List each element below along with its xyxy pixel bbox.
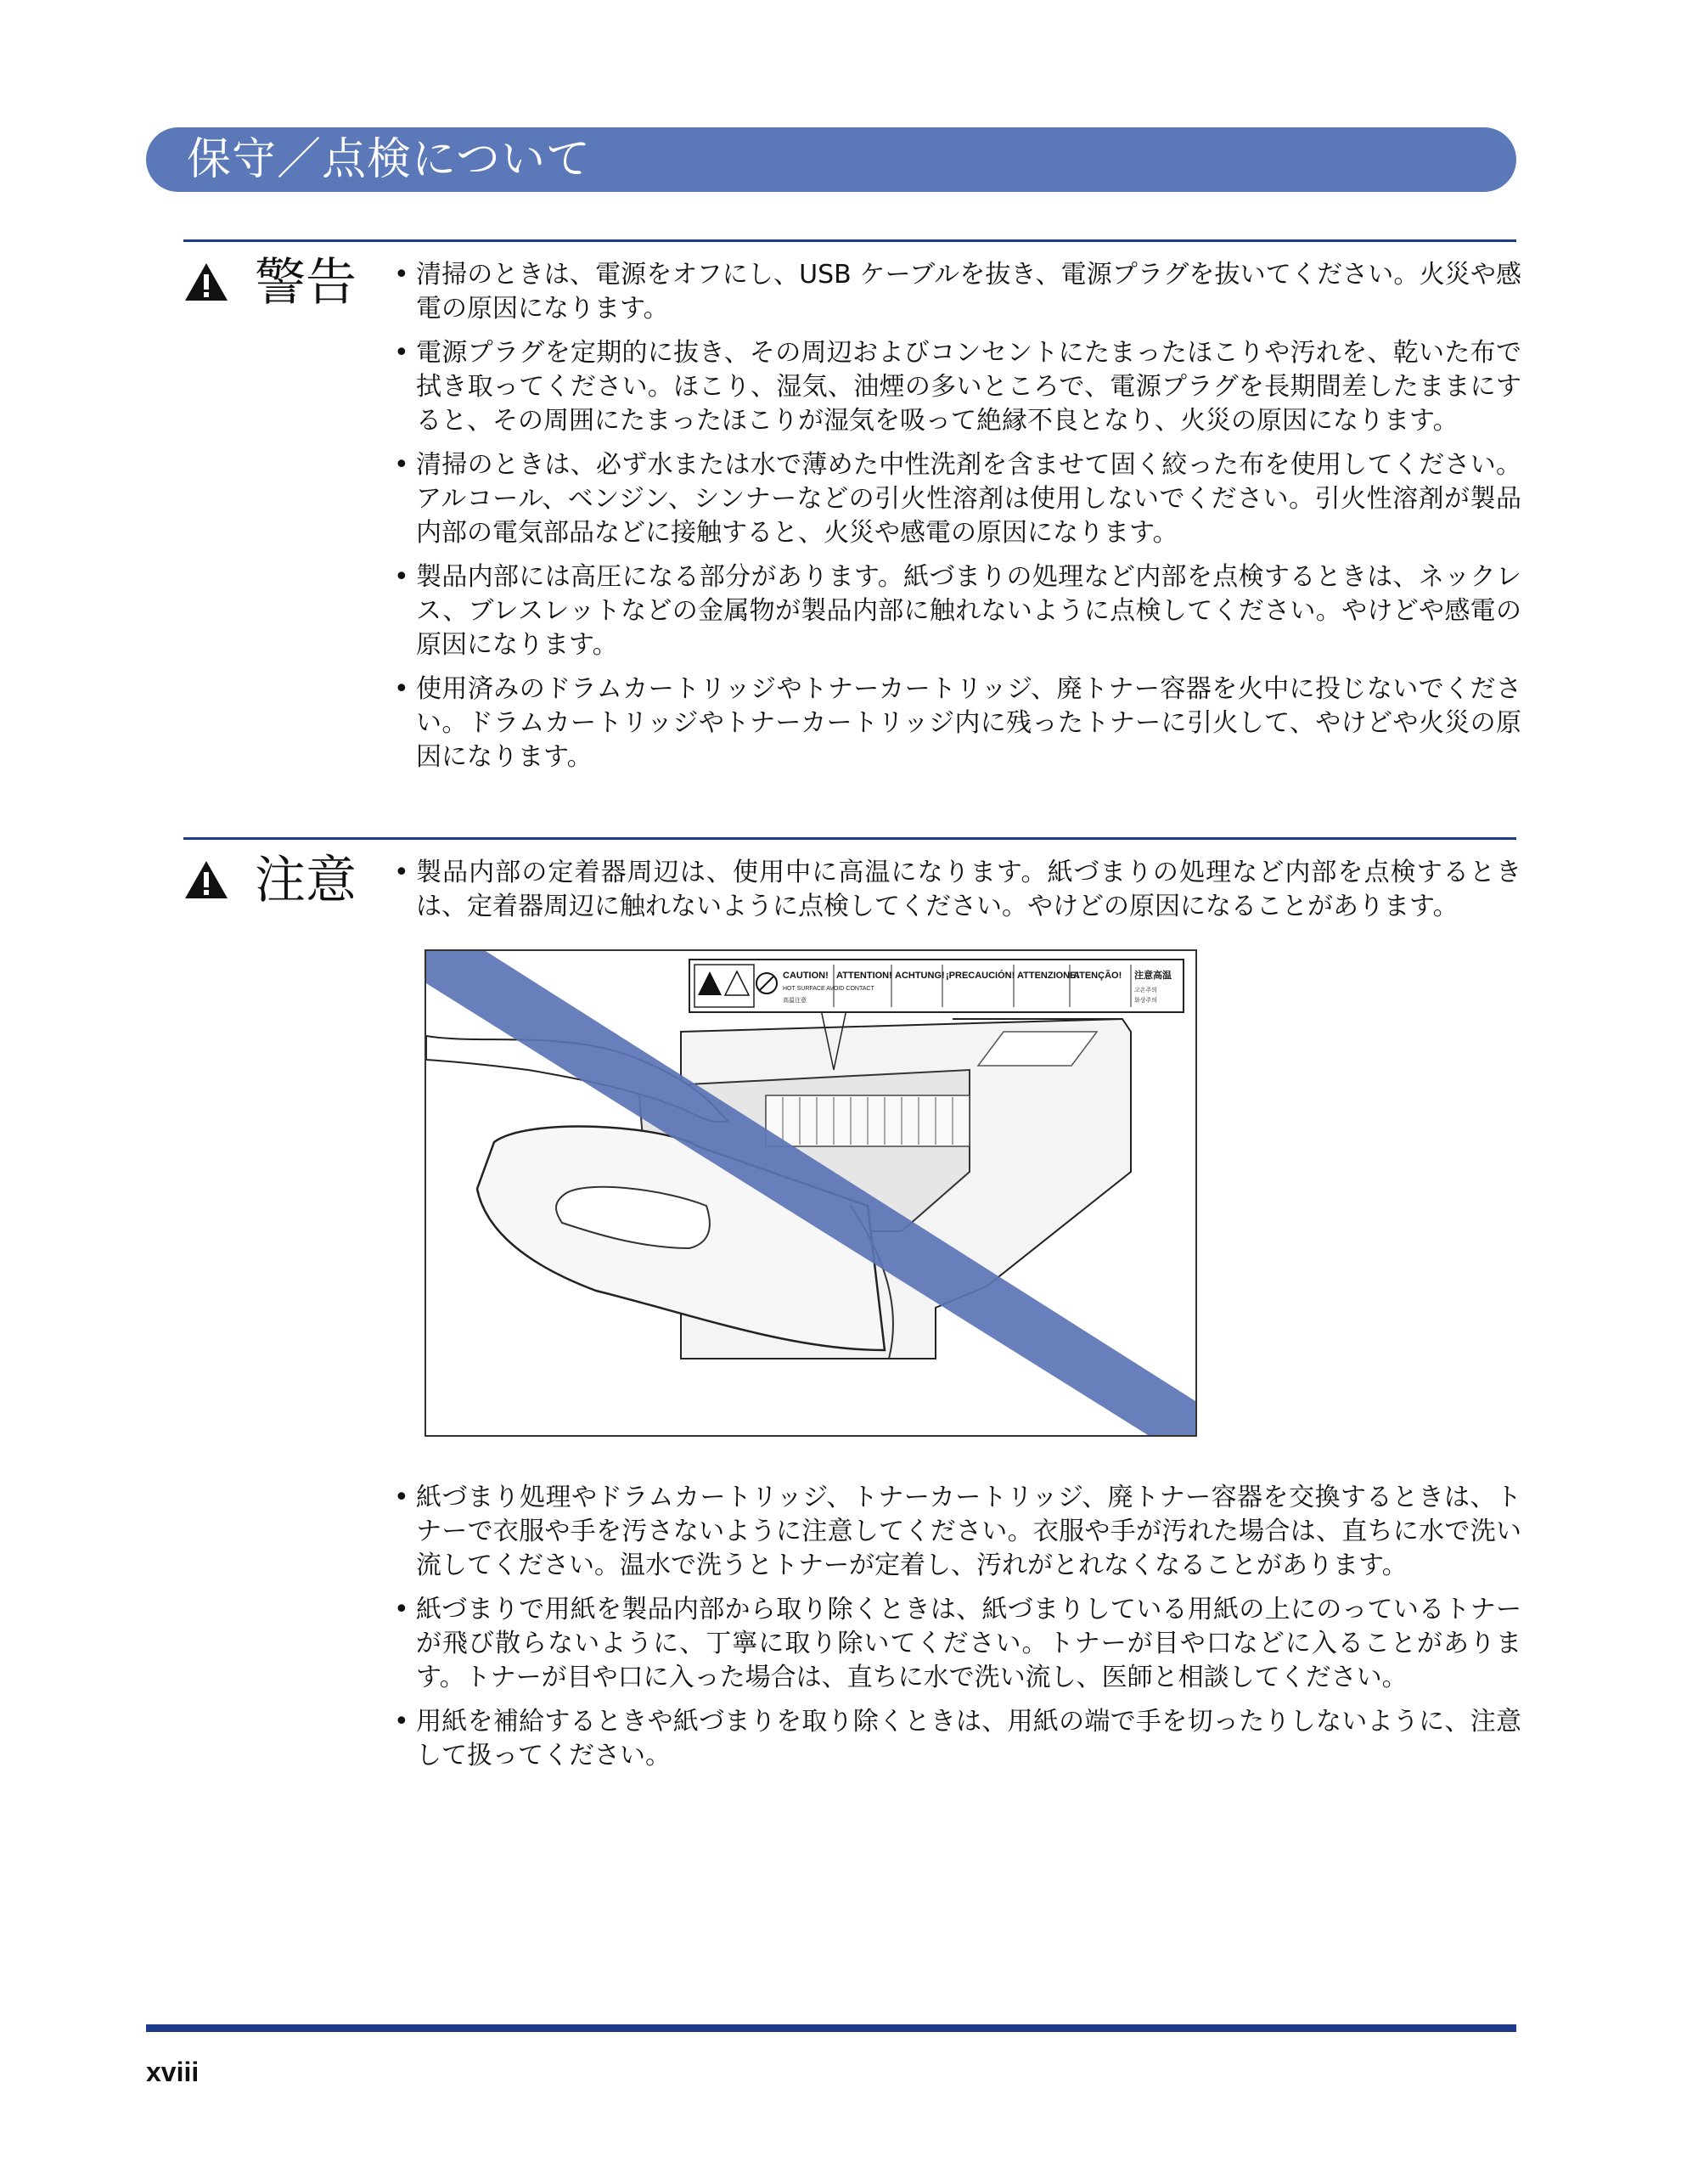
printer-drawing [426,951,1195,1435]
page-title: 保守／点検について [187,134,591,185]
warning-triangle-icon [183,262,229,302]
caution-list-top [394,856,1521,934]
warning-item: • 清掃のときは、必ず水または水で薄めた中性洗剤を含ませて固く絞った布を使用してください。アルコール、ベンジン、シンナーなどの引火性溶剤は使用しないでください。引火性溶剤が製品内部の電気部品などに接触すると、火災や感電の原因になります。 [394,450,1521,548]
warning-item: • 製品内部には高圧になる部分があります。紙づまりの処理など内部を点検するときは、ネックレス、ブレスレットなどの金属物が製品内部に触れないように点検してください。やけどや感電の原因になります。 [394,562,1521,660]
footer-rule [146,2024,1516,2032]
warning-triangle-icon [183,859,229,900]
caution-word: ATENÇÃO! [1073,971,1122,981]
caution-word: ATTENTION! [836,971,892,981]
caution-item: • 製品内部の定着器周辺は、使用中に高温になります。紙づまりの処理など内部を点検するときは、定着器周辺に触れないように点検してください。やけどの原因になることがあります。 [394,858,1521,921]
page-number: xviii [146,2057,200,2087]
caution-word: ATTENZIONE! [1017,971,1080,981]
caution-label-sticker [689,960,1184,1012]
caution-label: 注意 [255,851,357,910]
warning-item: • 電源プラグを定期的に抜き、その周辺およびコンセントにたまったほこりや汚れを、乾いた布で拭き取ってください。ほこり、湿気、油煙の多いところで、電源プラグを長期間差したままにすると、その周囲にたまったほこりが湿気を吸って絶縁不良となり、火災の原因になります。 [394,338,1521,436]
warning-list [394,258,1521,785]
printer-fuser-illustration [424,949,1197,1437]
caution-heading [183,851,387,919]
caution-korean: 고온주의 [1134,988,1158,993]
warning-item: • 使用済みのドラムカートリッジやトナーカートリッジ、廃トナー容器を火中に投じないでください。ドラムカートリッジやトナーカートリッジ内に残ったトナーに引火して、やけどや火災の原因になります。 [394,674,1521,772]
caution-word: ACHTUNG! [895,971,945,981]
warning-item: • 清掃のときは、電源をオフにし、USB ケーブルを抜き、電源プラグを抜いてください。火災や感電の原因になります。 [394,260,1521,324]
caution-sub: 高温注意 [783,998,807,1004]
caution-sub: HOT SURFACE AVOID CONTACT [783,986,874,992]
caution-list-bottom [394,1481,1521,1783]
caution-word: CAUTION! [783,971,829,981]
caution-item: • 用紙を補給するときや紙づまりを取り除くときは、用紙の端で手を切ったりしないように、注意して扱ってください。 [394,1707,1521,1770]
caution-word: ¡PRECAUCIÓN! [946,971,1015,981]
warning-label: 警告 [255,253,357,312]
page-title-bar [146,127,1516,192]
caution-item: • 紙づまりで用紙を製品内部から取り除くときは、紙づまりしている用紙の上にのっているトナーが飛び散らないように、丁寧に取り除いてください。トナーが目や口などに入ることがあります。トナーが目や口に入った場合は、直ちに水で洗い流し、医師と相談してください。 [394,1595,1521,1692]
caution-word: 注意高温 [1134,971,1172,981]
warning-heading [183,253,387,321]
caution-top-rule [183,837,1516,840]
caution-item: • 紙づまり処理やドラムカートリッジ、トナーカートリッジ、廃トナー容器を交換するときは、トナーで衣服や手を汚さないように注意してください。衣服や手が汚れた場合は、直ちに水で洗い流してください。温水で洗うとトナーが定着し、汚れがとれなくなることがあります。 [394,1483,1521,1580]
warning-top-rule [183,239,1516,242]
caution-korean: 화상주의 [1134,998,1158,1004]
